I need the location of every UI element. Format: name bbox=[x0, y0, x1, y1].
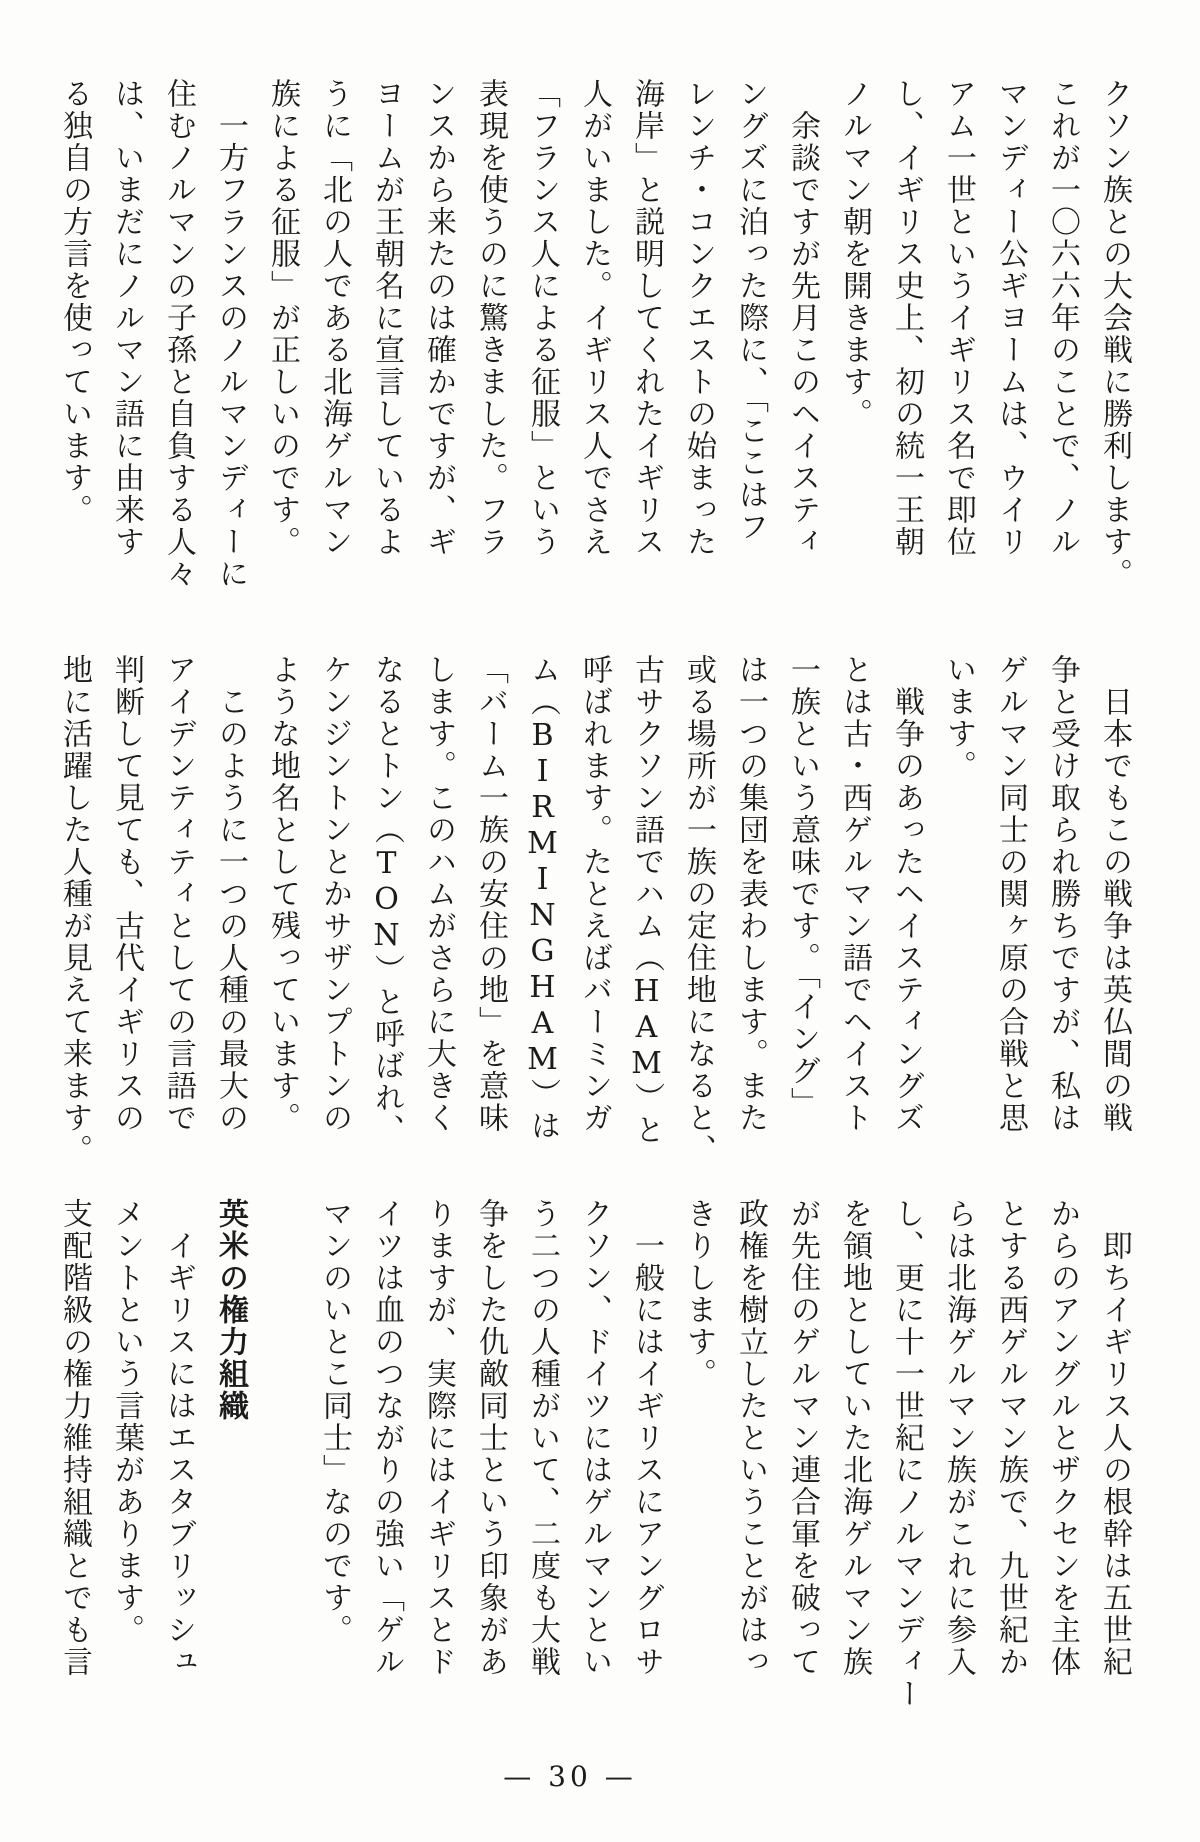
text-column: は一つの集団を表わします。また bbox=[733, 654, 768, 1134]
text-column: う二つの人種がいて、二度も大戦 bbox=[525, 1198, 560, 1678]
text-column: らは北海ゲルマン族がこれに参入 bbox=[941, 1198, 976, 1678]
text-column: し、イギリス史上、初の統一王朝 bbox=[889, 78, 924, 558]
text-column: 或る場所が一族の定住地になると、 bbox=[681, 654, 716, 1166]
text-column: ような地名として残っています。 bbox=[265, 654, 300, 1134]
text-column: うに「北の人である北海ゲルマン bbox=[317, 78, 352, 558]
text-column: きりします。 bbox=[681, 1198, 716, 1390]
text-column: とは古・西ゲルマン語でヘイスト bbox=[837, 654, 872, 1134]
text-column: 即ちイギリス人の根幹は五世紀 bbox=[1097, 1198, 1132, 1678]
text-column: る独自の方言を使っています。 bbox=[57, 78, 92, 526]
text-column: 判断して見ても、古代イギリスの bbox=[109, 654, 144, 1134]
text-column: 争をした仇敵同士という印象があ bbox=[473, 1198, 508, 1678]
text-column: イギリスにはエスタブリッシュ bbox=[161, 1198, 196, 1678]
text-column: 「バーム一族の安住の地」を意味 bbox=[473, 654, 508, 1134]
text-column: イツは血のつながりの強い「ゲル bbox=[369, 1198, 404, 1678]
text-column: 政権を樹立したということがはっ bbox=[733, 1198, 768, 1678]
latin-text: BIRMINGHAM bbox=[525, 718, 560, 1078]
text-column: し、更に十一世紀にノルマンディー bbox=[889, 1198, 924, 1710]
text-column: レンチ・コンクエストの始まった bbox=[681, 78, 716, 558]
text-column: マンディー公ギヨームは、ウイリ bbox=[993, 78, 1028, 558]
section-heading: 英米の権力組織 bbox=[213, 1198, 248, 1422]
text-column: とする西ゲルマン族で、九世紀か bbox=[993, 1198, 1028, 1678]
text-column: ヨームが王朝名に宣言しているよ bbox=[369, 78, 404, 558]
text-column: います。 bbox=[941, 654, 976, 782]
text-column: 一般にはイギリスにアングロサ bbox=[629, 1198, 664, 1678]
text-column: クソン族との大会戦に勝利します。 bbox=[1097, 78, 1132, 590]
text-column: ム（BIRMINGHAM）は bbox=[525, 654, 560, 1142]
text-column: ングズに泊った際に、「ここはフ bbox=[733, 78, 768, 543]
text-column: アム一世というイギリス名で即位 bbox=[941, 78, 976, 558]
text-column: 海岸」と説明してくれたイギリス bbox=[629, 78, 664, 558]
text-column: 「フランス人による征服」という bbox=[525, 78, 560, 558]
text-column: メントという言葉があります。 bbox=[109, 1198, 144, 1646]
text-block-3 bbox=[48, 1198, 1140, 1710]
text-block-1 bbox=[48, 78, 1140, 594]
text-column: 一族という意味です。「イング」 bbox=[785, 654, 820, 1119]
text-column: 地に活躍した人種が見えて来ます。 bbox=[57, 654, 92, 1166]
text-column: 一方フランスのノルマンディーに bbox=[213, 78, 248, 590]
text-column: は、いまだにノルマン語に由来す bbox=[109, 78, 144, 558]
text-column: 戦争のあったヘイスティングズ bbox=[889, 654, 924, 1134]
text-column: クソン、ドイツにはゲルマンとい bbox=[577, 1198, 612, 1678]
text-column: します。このハムがさらに大きく bbox=[421, 654, 456, 1134]
latin-text: TON bbox=[369, 846, 404, 954]
text-column: ゲルマン同士の関ヶ原の合戦と思 bbox=[993, 654, 1028, 1134]
text-column: を領地としていた北海ゲルマン族 bbox=[837, 1198, 872, 1678]
text-column: 争と受け取られ勝ちですが、私は bbox=[1045, 654, 1080, 1134]
text-column: 人がいました。イギリス人でさえ bbox=[577, 78, 612, 558]
text-column: ンスから来たのは確かですが、ギ bbox=[421, 78, 456, 558]
text-block-2 bbox=[48, 654, 1140, 1166]
text-column: からのアングルとザクセンを主体 bbox=[1045, 1198, 1080, 1678]
text-column: りますが、実際にはイギリスとド bbox=[421, 1198, 456, 1678]
text-column: が先住のゲルマン連合軍を破って bbox=[785, 1198, 820, 1678]
text-column: 住むノルマンの子孫と自負する人々 bbox=[161, 78, 196, 590]
text-column: これが一〇六六年のことで、ノル bbox=[1045, 78, 1080, 558]
text-column: ノルマン朝を開きます。 bbox=[837, 78, 872, 430]
text-column: 余談ですが先月このヘイスティ bbox=[785, 78, 820, 558]
text-column: このように一つの人種の最大の bbox=[213, 654, 248, 1134]
text-column: 古サクソン語でハム（HAM）と bbox=[629, 654, 664, 1146]
text-column: なるとトン（TON）と呼ばれ、 bbox=[369, 654, 404, 1146]
column-spacer bbox=[256, 1198, 308, 1698]
text-column: アイデンティティとしての言語で bbox=[161, 654, 196, 1134]
text-column: 呼ばれます。たとえばバーミンガ bbox=[577, 654, 612, 1134]
text-column: マンのいとこ同士」なのです。 bbox=[317, 1198, 352, 1646]
page-number: — 30 — bbox=[503, 1760, 637, 1793]
text-column: 表現を使うのに驚きました。フラ bbox=[473, 78, 508, 558]
text-column: 族による征服」が正しいのです。 bbox=[265, 78, 300, 558]
text-column: 日本でもこの戦争は英仏間の戦 bbox=[1097, 654, 1132, 1134]
text-column: 支配階級の権力維持組織とでも言 bbox=[57, 1198, 92, 1678]
latin-text: HAM bbox=[629, 974, 664, 1082]
text-column: ケンジントンとかサザンプトンの bbox=[317, 654, 352, 1134]
